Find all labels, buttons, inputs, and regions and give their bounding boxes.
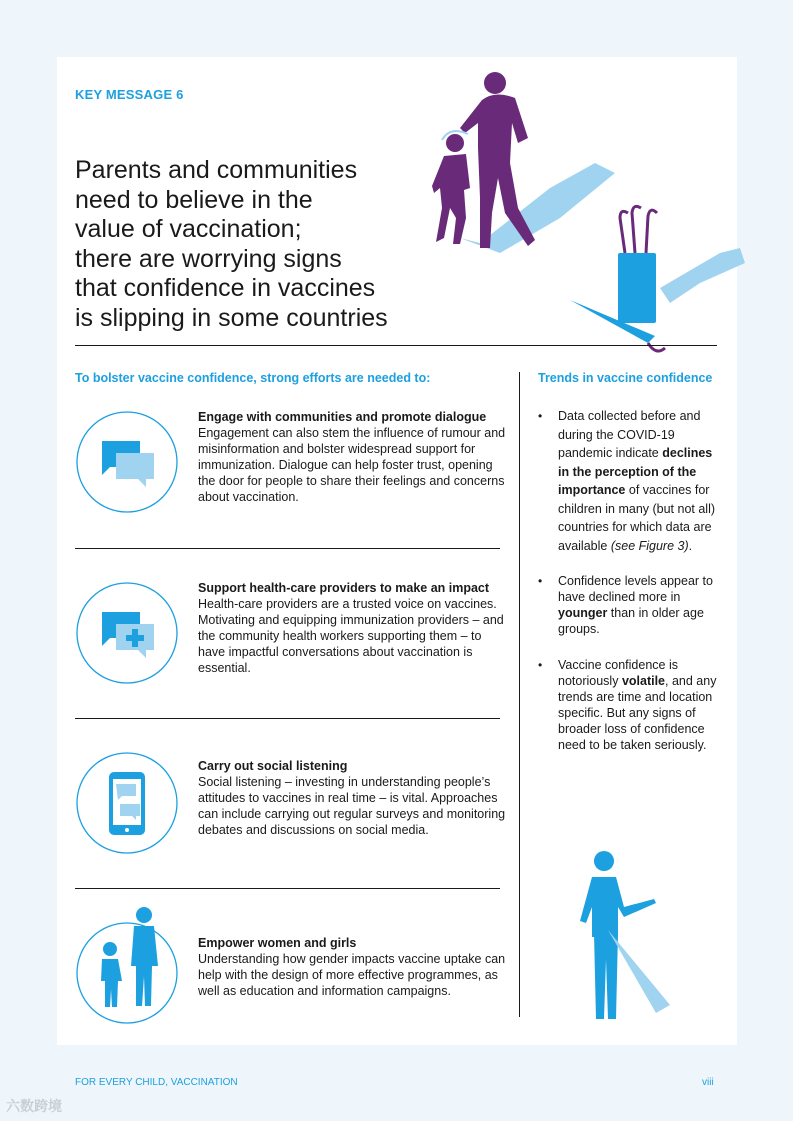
page-number: viii bbox=[702, 1077, 714, 1088]
page-headline bbox=[75, 156, 455, 333]
headline-line: there are worrying signs bbox=[75, 244, 342, 273]
text-run: Confidence levels appear to have declined more in bbox=[558, 574, 713, 604]
list-item bbox=[198, 580, 508, 676]
text-run: . bbox=[688, 538, 693, 553]
item-title: Engage with communities and promote dialogue bbox=[198, 410, 487, 424]
parent-child-umbrella-illustration bbox=[420, 68, 750, 358]
bullet-dot: • bbox=[538, 409, 543, 423]
footer-title: FOR EVERY CHILD, VACCINATION bbox=[75, 1077, 238, 1088]
key-message-label: KEY MESSAGE 6 bbox=[75, 87, 184, 102]
headline-line: that confidence in vaccines bbox=[75, 274, 376, 302]
bullet-text bbox=[558, 574, 713, 636]
person-with-umbrella-illustration bbox=[578, 845, 678, 1025]
text-run-bold: volatile bbox=[621, 674, 666, 688]
item-title: Empower women and girls bbox=[198, 936, 357, 950]
bullet-dot: • bbox=[538, 574, 543, 588]
text-run-italic: (see Figure 3) bbox=[610, 538, 689, 553]
bullet-text bbox=[558, 658, 716, 752]
item-body: Understanding how gender impacts vaccine uptake can help with the design of more effective programmes, as well as education and information campaigns. bbox=[198, 952, 506, 998]
text-run: of vaccines for children in many (but not all) countries for which data are available bbox=[558, 483, 716, 553]
watermark-text: 六数跨境 bbox=[6, 1098, 62, 1114]
text-run: than in older age groups. bbox=[558, 606, 704, 636]
bullet-dot: • bbox=[538, 658, 543, 672]
item-divider bbox=[75, 888, 500, 889]
text-run: Data collected before and during the COVID-19 pandemic indicate bbox=[558, 409, 701, 460]
text-run: , and any trends are time and location specific. But any signs of broader loss of confidence need to be taken seriously. bbox=[558, 674, 717, 752]
trends-bullet-list bbox=[538, 407, 718, 769]
text-run: Vaccine confidence is notoriously bbox=[558, 658, 678, 688]
woman-and-girl-icon bbox=[76, 922, 178, 1024]
text-run-bold: younger bbox=[558, 606, 608, 620]
watermark-logo bbox=[6, 1096, 62, 1116]
speech-bubbles-icon bbox=[76, 411, 178, 513]
column-divider bbox=[519, 372, 520, 1017]
medical-chat-icon bbox=[76, 582, 178, 684]
item-body: Health-care providers are a trusted voice on vaccines. Motivating and equipping immunization providers – and the community health workers supporting them – to have impactful conversations about vaccination is essential. bbox=[198, 597, 504, 675]
item-divider bbox=[75, 718, 500, 719]
text-run-bold: declines in the perception of the importance bbox=[558, 446, 713, 497]
item-title: Carry out social listening bbox=[198, 759, 348, 773]
left-column-heading: To bolster vaccine confidence, strong efforts are needed to: bbox=[75, 371, 431, 385]
bullet-item bbox=[538, 573, 718, 637]
item-title: Support health-care providers to make an impact bbox=[198, 581, 490, 595]
smartphone-chat-icon bbox=[76, 752, 178, 854]
item-body: Social listening – investing in understanding people’s attitudes to vaccines in real time – is vital. Approaches can include carrying out regular surveys and monitoring debates and discussions on social media. bbox=[198, 775, 506, 837]
headline-line: Parents and communities bbox=[75, 156, 358, 184]
bullet-text bbox=[558, 409, 715, 553]
item-body: Engagement can also stem the influence of rumour and misinformation and bolster widespread support for immunization. Dialogue can help foster trust, opening the door for people to share their feelings and concerns about vaccination. bbox=[198, 426, 506, 504]
top-divider bbox=[75, 345, 717, 346]
bullet-item bbox=[538, 407, 718, 555]
bullet-item bbox=[538, 657, 718, 753]
headline-line: is slipping in some countries bbox=[75, 303, 388, 332]
list-item bbox=[198, 758, 508, 838]
list-item bbox=[198, 935, 508, 999]
item-divider bbox=[75, 548, 500, 549]
headline-line: need to believe in the bbox=[75, 185, 313, 214]
list-item bbox=[198, 409, 508, 505]
headline-line: value of vaccination; bbox=[75, 215, 302, 243]
right-column-heading: Trends in vaccine confidence bbox=[538, 371, 713, 385]
